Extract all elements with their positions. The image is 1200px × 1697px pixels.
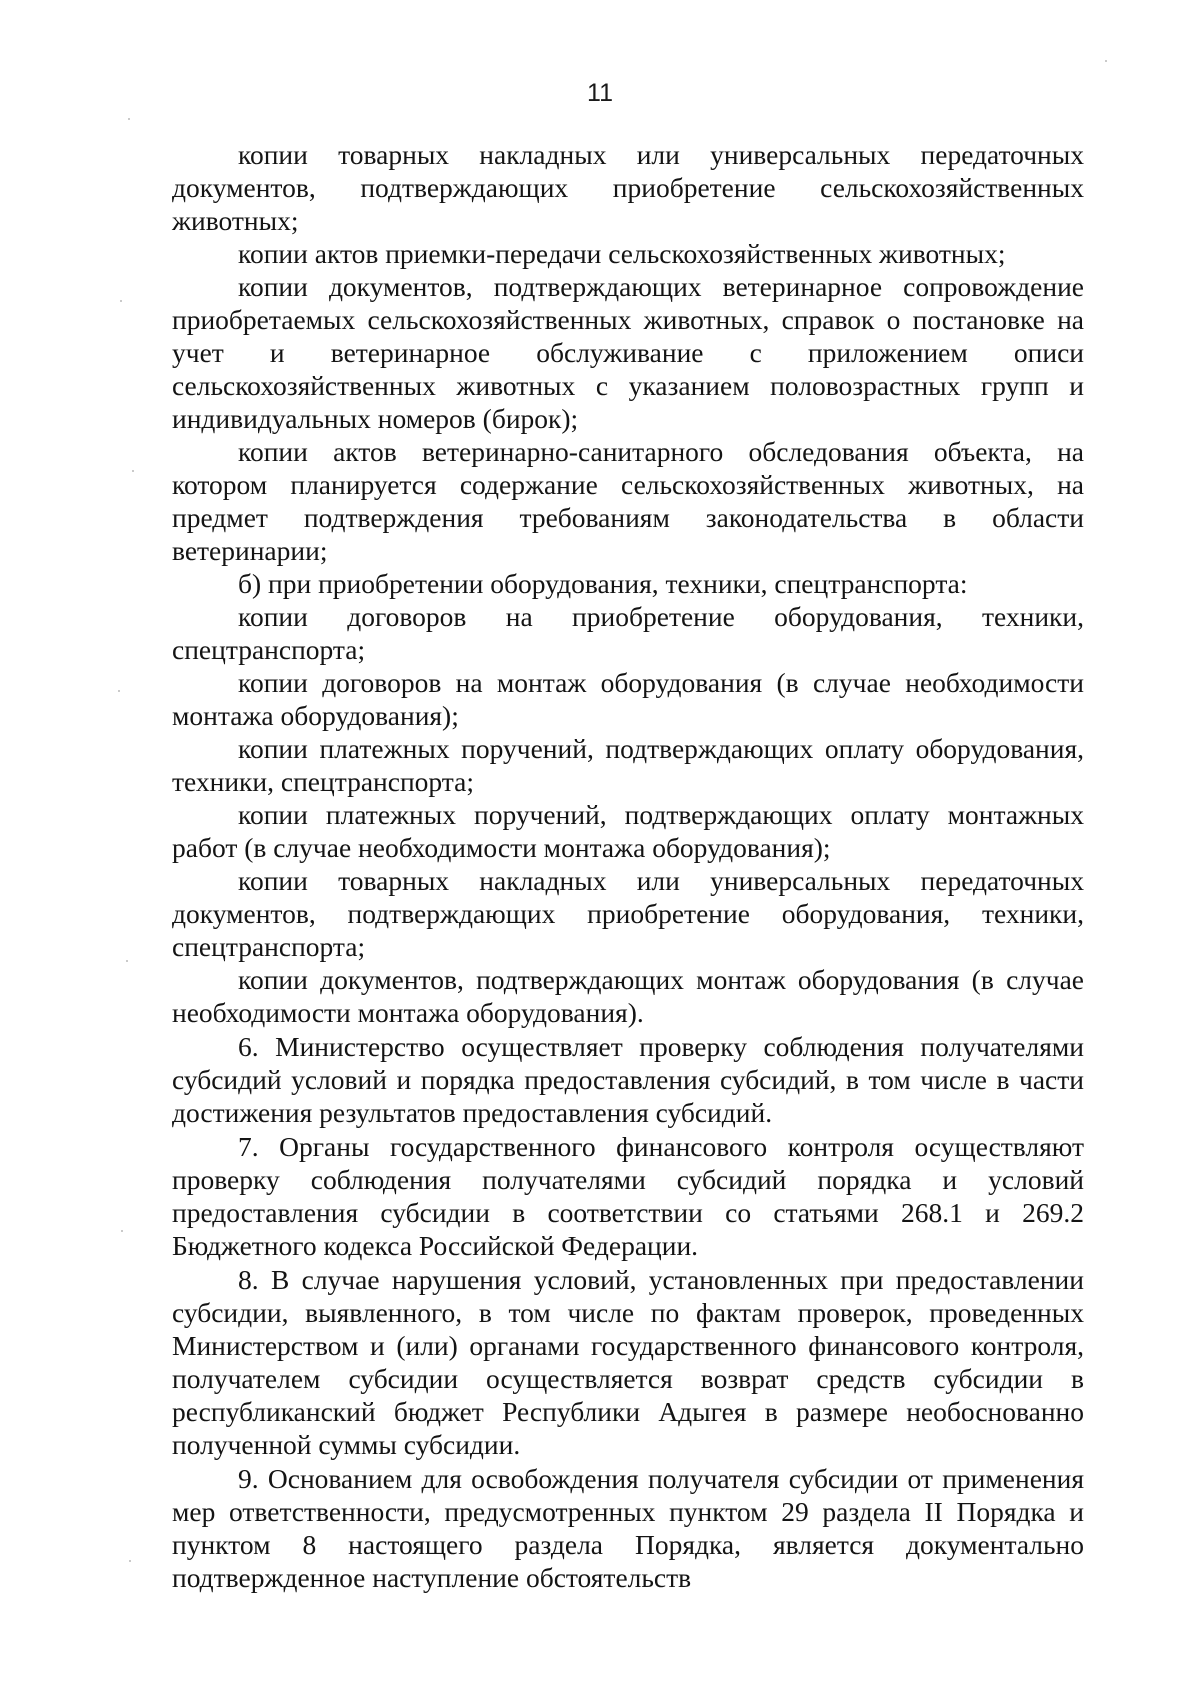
scan-speck	[126, 960, 128, 962]
paragraph-item-6: 6. Министерство осуществляет проверку соблюдения получателями субсидий условий и порядка предоставления субсидий, в том числе в части достижения результатов предоставления субсидий.	[172, 1031, 1084, 1128]
paragraph-acceptance-acts: копии актов приемки-передачи сельскохозяйственных животных;	[238, 238, 1006, 269]
paragraph-payment-orders-installation: копии платежных поручений, подтверждающих оплату монтажных работ (в случае необходимости монтажа оборудования);	[172, 799, 1084, 863]
scan-speck	[1105, 60, 1107, 62]
paragraph-item-9: 9. Основанием для освобождения получателя субсидии от применения мер ответственности, предусмотренных пунктом 29 раздела II Порядка и пунктом 8 настоящего раздела Порядка, является документально подтвержденное наступление обстоятельств	[172, 1463, 1084, 1593]
paragraph-item-8: 8. В случае нарушения условий, установленных при предоставлении субсидии, выявленного, в том числе по фактам проверок, проведенных Министерством и (или) органами государственного финансового контроля, получателем субсидии осуществляется возврат средств субсидии в республиканский бюджет Республики Адыгея в размере необоснованно полученной суммы субсидии.	[172, 1264, 1084, 1460]
paragraph-sanitary-inspection: копии актов ветеринарно-санитарного обследования объекта, на котором планируется содержание сельскохозяйственных животных, на предмет подтверждения требованиям законодательства в области ветеринарии;	[172, 436, 1084, 566]
scan-speck	[118, 690, 120, 692]
paragraph-equipment-heading: б) при приобретении оборудования, техники, спецтранспорта:	[238, 568, 968, 599]
page-number: 11	[587, 79, 613, 107]
scan-speck	[129, 1560, 131, 1562]
paragraph-item-7: 7. Органы государственного финансового контроля осуществляют проверку соблюдения получателями субсидий порядка и условий предоставления субсидии в соответствии со статьями 268.1 и 269.2 Бюджетного кодекса Российской Федерации.	[172, 1131, 1084, 1261]
paragraph-purchase-contracts: копии договоров на приобретение оборудования, техники, спецтранспорта;	[172, 601, 1084, 665]
document-body	[172, 138, 1084, 1594]
scan-speck	[128, 118, 130, 120]
paragraph-installation-contracts: копии договоров на монтаж оборудования (в случае необходимости монтажа оборудования);	[172, 667, 1084, 731]
scan-speck	[132, 470, 134, 472]
paragraph-consignment-notes-equipment: копии товарных накладных или универсальных передаточных документов, подтверждающих приобретение оборудования, техники, спецтранспорта;	[172, 865, 1084, 962]
paragraph-payment-orders-equipment: копии платежных поручений, подтверждающих оплату оборудования, техники, спецтранспорта;	[172, 733, 1084, 797]
scan-speck	[121, 1230, 123, 1232]
paragraph-veterinary-documents: копии документов, подтверждающих ветеринарное сопровождение приобретаемых сельскохозяйственных животных, справок о постановке на учет и ветеринарное обслуживание с приложением описи сельскохозяйственных животных с указанием половозрастных групп и индивидуальных номеров (бирок);	[172, 271, 1084, 434]
scan-speck	[120, 300, 122, 302]
paragraph-consignment-notes-animals: копии товарных накладных или универсальных передаточных документов, подтверждающих приобретение сельскохозяйственных животных;	[172, 139, 1084, 236]
paragraph-installation-documents: копии документов, подтверждающих монтаж оборудования (в случае необходимости монтажа оборудования).	[172, 964, 1084, 1028]
